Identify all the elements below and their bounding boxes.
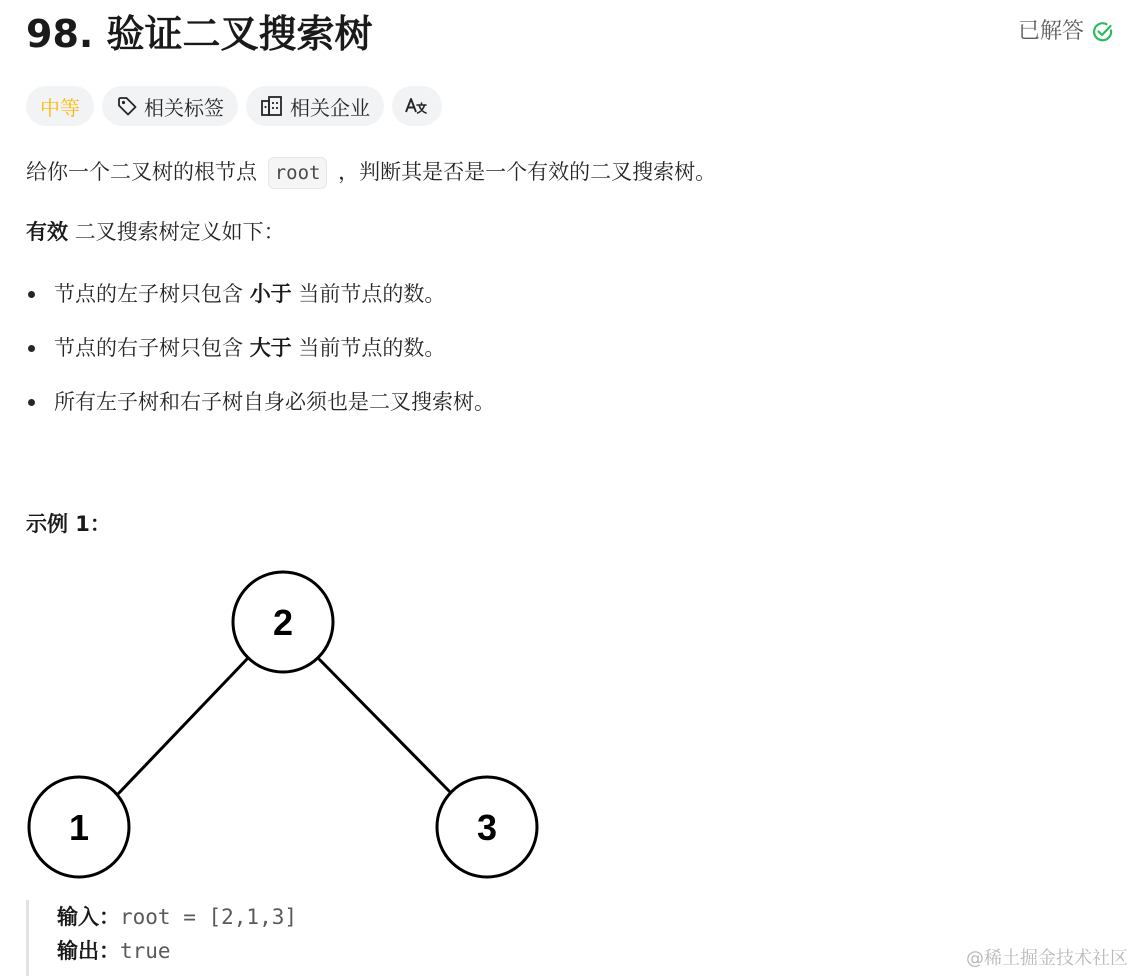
example-input-line (57, 900, 297, 934)
tag-icon (116, 95, 138, 117)
related-tags-button[interactable] (102, 86, 238, 126)
input-value: root = [2,1,3] (120, 905, 298, 929)
input-label: 输入： (57, 905, 120, 929)
description-text: 二叉搜索树定义如下： (68, 220, 285, 244)
rule-text: 节点的左子树只包含 (54, 282, 250, 306)
description-text: 给你一个二叉树的根节点 (26, 160, 264, 184)
example-title: 示例 1： (26, 512, 111, 536)
bullet-icon (28, 345, 35, 352)
translate-icon (404, 95, 430, 117)
related-companies-button[interactable] (246, 86, 384, 126)
rules-list (26, 278, 495, 440)
building-icon (260, 95, 284, 117)
rule-text: 当前节点的数。 (291, 282, 446, 306)
list-item (26, 278, 495, 332)
problem-title: 98. 验证二叉搜索树 (26, 12, 373, 56)
description-bold-text: 有效 (26, 220, 68, 244)
binary-tree-diagram (20, 562, 560, 882)
bullet-icon (28, 399, 35, 406)
rule-text: 节点的右子树只包含 (54, 336, 250, 360)
output-value: true (120, 939, 171, 963)
rule-bold-text: 大于 (249, 336, 292, 360)
check-circle-icon (1092, 21, 1114, 43)
description-paragraph-2 (26, 216, 285, 248)
tree-edge-left (118, 658, 248, 794)
bullet-icon (28, 291, 35, 298)
example-output-line (57, 934, 297, 968)
difficulty-badge (26, 86, 94, 126)
watermark: @稀土掘金技术社区 (966, 948, 1128, 969)
list-item (26, 386, 495, 440)
difficulty-label: 中等 (40, 95, 80, 120)
tree-edge-right (318, 658, 452, 794)
output-label: 输出： (57, 939, 120, 963)
inline-code-root: root (268, 157, 328, 189)
rule-text: 当前节点的数。 (291, 336, 446, 360)
tree-node-right-label: 3 (476, 807, 498, 848)
tree-node-left-label: 1 (68, 807, 90, 848)
translate-button[interactable] (392, 86, 442, 126)
description-text: ，判断其是否是一个有效的二叉搜索树。 (331, 160, 717, 184)
solved-status-label: 已解答 (1017, 19, 1084, 44)
tree-node-root-label: 2 (272, 602, 294, 643)
list-item (26, 332, 495, 386)
rule-bold-text: 小于 (249, 282, 292, 306)
solved-status (1018, 14, 1114, 50)
rule-text: 所有左子树和右子树自身必须也是二叉搜索树。 (54, 390, 495, 414)
related-companies-label: 相关企业 (290, 95, 370, 120)
example-io-block (26, 900, 297, 976)
related-tags-label: 相关标签 (144, 95, 224, 120)
problem-tags (26, 86, 442, 126)
description-paragraph-1 (26, 156, 716, 189)
